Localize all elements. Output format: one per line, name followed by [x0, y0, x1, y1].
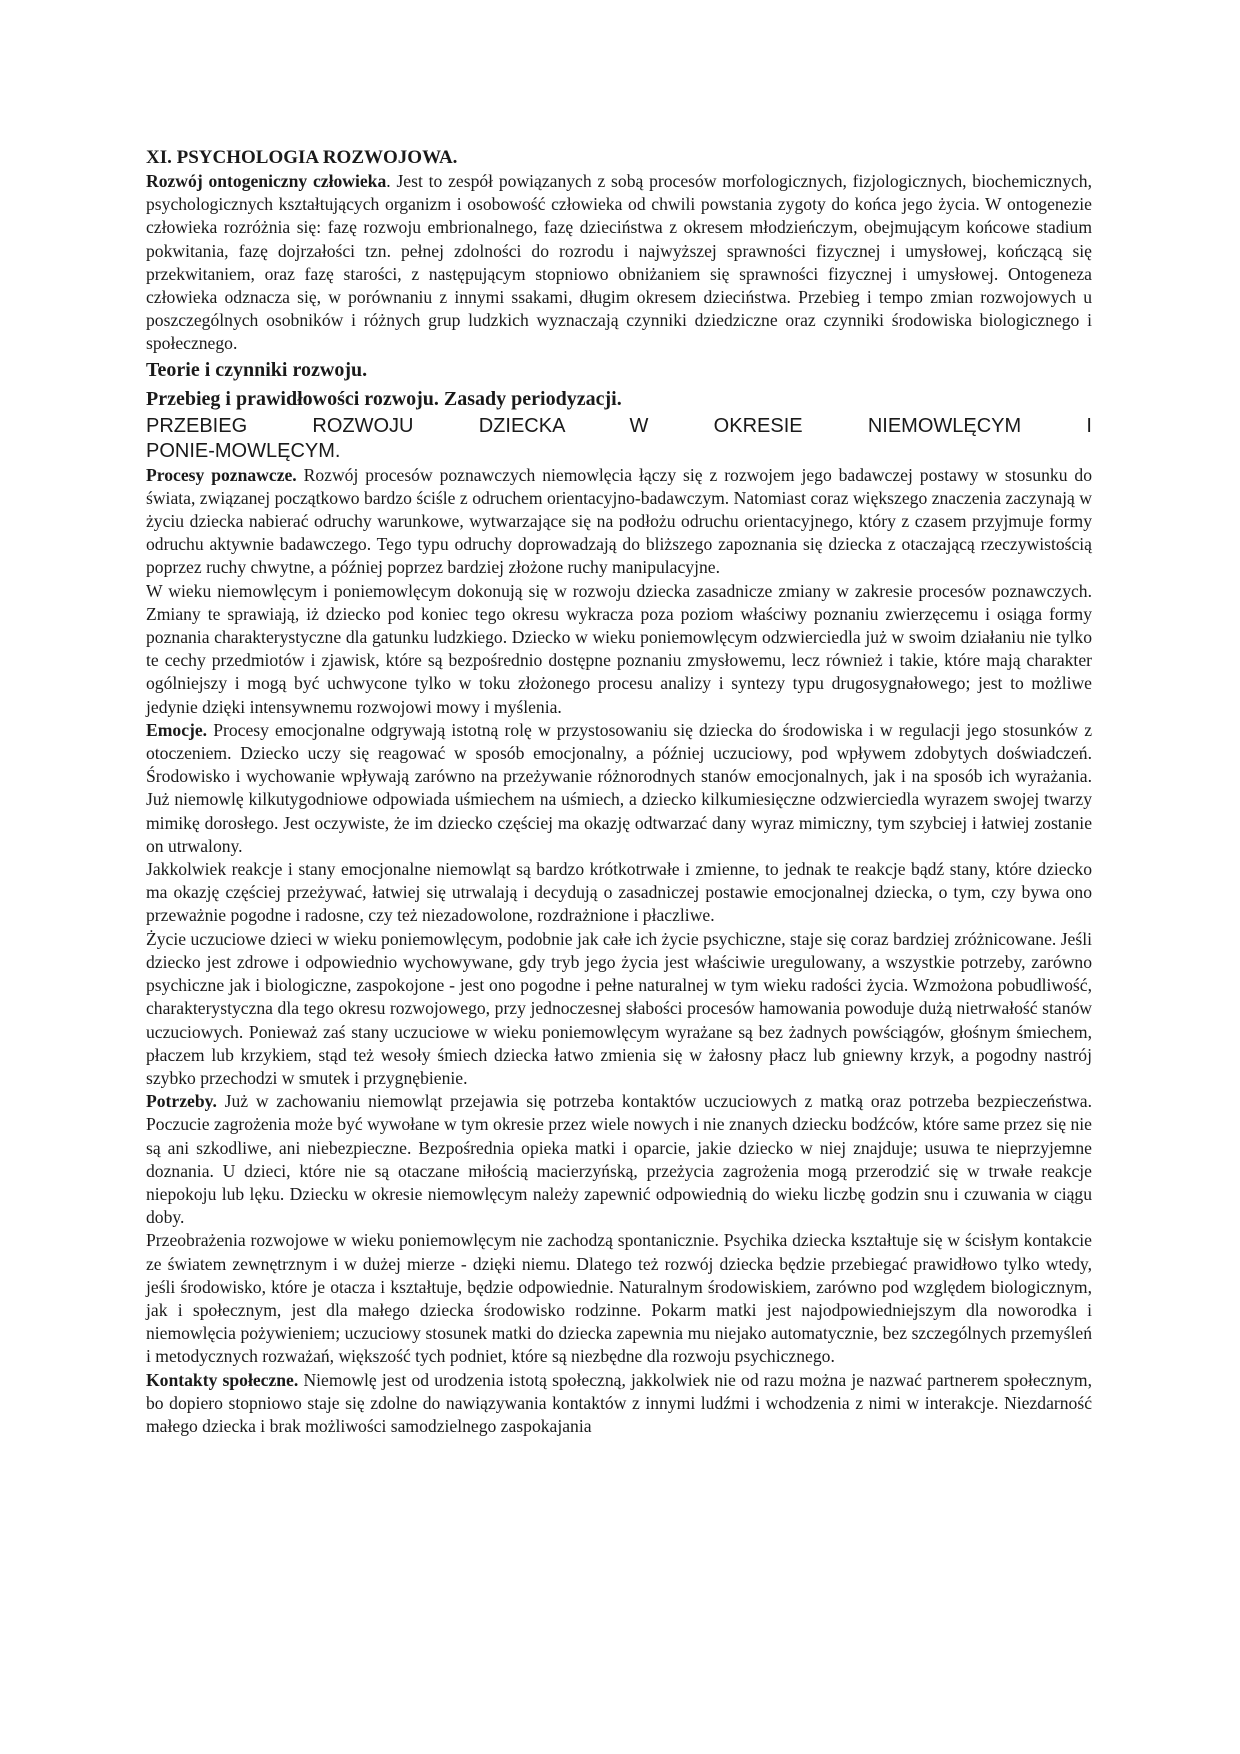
- paragraph-zycie: Życie uczuciowe dzieci w wieku poniemowlęcym, podobnie jak całe ich życie psychiczne, staje się coraz bardziej zróżnicowane. Jeśli dziecko jest zdrowe i odpowiednio wychowywane, gdy tryb jego życia jest właściwie uregulowany, a wszystkie potrzeby, zarówno psychiczne jak i biologiczne, zaspokojone - jest ono pogodne i pełne naturalnej w tym wieku radości życia. Wzmożona pobudliwość, charakterystyczna dla tego okresu rozwojowego, przy jednoczesnej słabości procesów hamowania powoduje dużą nietrwałość stanów uczuciowych. Ponieważ zaś stany uczuciowe w wieku poniemowlęcym wyrażane są bez żadnych powściągów, głośnym śmiechem, płaczem lub krzykiem, stąd też wesoły śmiech dziecka łatwo zmienia się w żałosny płacz lub gniewny krzyk, a pogodny nastrój szybko przechodzi w smutek i przygnębienie.: [146, 928, 1092, 1088]
- lead-term: Rozwój ontogeniczny człowieka: [146, 171, 387, 191]
- paragraph-potrzeby: [146, 1090, 1092, 1229]
- paragraph-wieku: W wieku niemowlęcym i poniemowlęcym dokonują się w rozwoju dziecka zasadnicze zmiany w zakresie procesów poznawczych. Zmiany te sprawiają, iż dziecko pod koniec tego okresu wykracza poza poziom właściwy poznaniu zwierzęcemu i osiąga formy poznania charakterystyczne dla gatunku ludzkiego. Dziecko w wieku poniemowlęcym odzwierciedla już w swoim działaniu nie tylko te cechy przedmiotów i zjawisk, które są bezpośrednio dostępne poznaniu zmysłowemu, lecz również i takie, które mają charakter ogólniejszy i mogą być uchwycone tylko w toku złożonego procesu analizy i syntezy typu drugosygnałowego; jest to możliwe jedynie dzięki intensywnemu rozwojowi mowy i myślenia.: [146, 580, 1092, 717]
- paragraph-intro: [146, 170, 1092, 356]
- lead-term: Procesy poznawcze.: [146, 464, 297, 485]
- lead-term: Kontakty społeczne.: [146, 1369, 299, 1390]
- caps-heading: [146, 414, 1092, 464]
- paragraph-text: Niemowlę jest od urodzenia istotą społeczną, jakkolwiek nie od razu można je nazwać partnerem społecznym, bo dopiero stopniowo staje się zdolne do nawiązywania kontaktów z innymi ludźmi i wchodzenia z nimi w interakcje. Niezdarność małego dziecka i brak możliwości samodzielnego zaspokajania: [146, 1369, 1093, 1436]
- lead-term: Emocje.: [146, 719, 208, 740]
- paragraph-text: Rozwój procesów poznawczych niemowlęcia łączy się z rozwojem jego badawczej postawy w stosunku do świata, związanej początkowo bardzo ściśle z odruchem orientacyjno-badawczym. Natomiast coraz większego znaczenia zaczynają w życiu dziecka nabierać odruchy warunkowe, wytwarzające się na podłożu odruchu orientacyjnego, który z czasem przyjmuje formy odruchu aktywnie badawczego. Tego typu odruchy doprowadzają do bliższego zapoznania się dziecka z otaczającą rzeczywistością poprzez ruchy chwytne, a później poprzez bardziej złożone ruchy manipulacyjne.: [146, 464, 1092, 578]
- section-heading: Przebieg i prawidłowości rozwoju. Zasady periodyzacji.: [146, 387, 622, 410]
- paragraph-text: Procesy emocjonalne odgrywają istotną rolę w przystosowaniu się dziecka do środowiska i w regulacji jego stosunków z otoczeniem. Dziecko uczy się reagować w sposób emocjonalny, a później uczuciowy, pod wpływem zdobytych doświadczeń. Środowisko i wychowanie wpływają zarówno na przeżywanie różnorodnych stanów emocjonalnych, jak i na sposób ich wyrażania. Już niemowlę kilkutygodniowe odpowiada uśmiechem na uśmiech, a dziecko kilkumiesięczne odzwierciedla wyrazem swojej twarzy mimikę dorosłego. Jest oczywiste, że im dziecko częściej ma okazję odtwarzać dany wyraz mimiczny, tym szybciej i łatwiej zostanie on utrwalony.: [146, 719, 1092, 856]
- paragraph-jakkolwiek: Jakkolwiek reakcje i stany emocjonalne niemowląt są bardzo krótkotrwałe i zmienne, to jednak te reakcje bądź stany, które dziecko ma okazję częściej przeżywać, łatwiej się utrwalają i decydują o zasadniczej postawie emocjonalnej dziecka, o tym, czy bywa ono przeważnie pogodne i radosne, czy też niezadowolone, rozdrażnione i płaczliwe.: [146, 859, 1092, 926]
- paragraph-kontakty: [146, 1369, 1092, 1439]
- paragraph-procesy: [146, 464, 1092, 580]
- lead-term: Potrzeby.: [146, 1091, 217, 1112]
- caps-heading-line: PONIE-MOWLĘCYM.: [146, 439, 341, 462]
- paragraph-text: Już w zachowaniu niemowląt przejawia się potrzeba kontaktów uczuciowych z matką oraz potrzeba bezpieczeństwa. Poczucie zagrożenia może być wywołane w tym okresie przez wiele nowych i nie znanych dziecku bodźców, które same przez się nie są ani szkodliwe, ani niebezpieczne. Bezpośrednia opieka matki i oparcie, jakie dziecko w niej znajduje; usuwa te nieprzyjemne doznania. U dzieci, które nie są otaczane miłością macierzyńską, przeżycia zagrożenia mogą przerodzić się w trwałe reakcje niepokoju lub lęku. Dziecku w okresie niemowlęcym należy zapewnić odpowiednią do wieku liczbę godzin snu i czuwania w ciągu doby.: [146, 1091, 1092, 1228]
- document-page: [146, 146, 1092, 1438]
- paragraph-text: . Jest to zespół powiązanych z sobą procesów morfologicznych, fizjologicznych, biochemicznych, psychologicznych kształtujących organizm i osobowość człowieka od chwili powstania zygoty do końca jego życia. W ontogenezie człowieka rozróżnia się: fazę rozwoju embrionalnego, fazę dzieciństwa z okresem młodzieńczym, obejmującym końcowe stadium pokwitania, fazę dojrzałości tzn. pełnej zdolności do rozrodu i najwyższej sprawności fizycznej i umysłowej, kończącą się przekwitaniem, oraz fazę starości, z następującym stopniowo obniżaniem się sprawności fizycznej i umysłowej. Ontogeneza człowieka odznacza się, w porównaniu z innymi ssakami, długim okresem dzieciństwa. Przebieg i tempo zmian rozwojowych u poszczególnych osobników i różnych grup ludzkich wyznaczają czynniki dziedziczne oraz czynniki środowiska biologicznego i społecznego.: [146, 171, 1092, 354]
- caps-heading-line: PRZEBIEG ROZWOJU DZIECKA W OKRESIE NIEMOWLĘCYM I: [146, 414, 1092, 437]
- paragraph-emocje: [146, 719, 1092, 858]
- document-title: XI. PSYCHOLOGIA ROZWOJOWA.: [146, 147, 458, 168]
- section-heading: Teorie i czynniki rozwoju.: [146, 358, 368, 381]
- paragraph-przeobrazenia: Przeobrażenia rozwojowe w wieku poniemowlęcym nie zachodzą spontanicznie. Psychika dziecka kształtuje się w ścisłym kontakcie ze światem zewnętrznym i w dużej mierze - dzięki niemu. Dlatego też rozwój dziecka będzie przebiegać prawidłowo tylko wtedy, jeśli środowisko, które je otacza i kształtuje, będzie odpowiednie. Naturalnym środowiskiem, zarówno pod względem biologicznym, jak i społecznym, jest dla małego dziecka środowisko rodzinne. Pokarm matki jest najodpowiedniejszym dla noworodka i niemowlęcia pożywieniem; uczuciowy stosunek matki do dziecka zapewnia mu niejako automatycznie, bez szczególnych przemyśleń i metodycznych rozważań, większość tych podniet, które są niezbędne dla rozwoju psychicznego.: [146, 1230, 1092, 1367]
